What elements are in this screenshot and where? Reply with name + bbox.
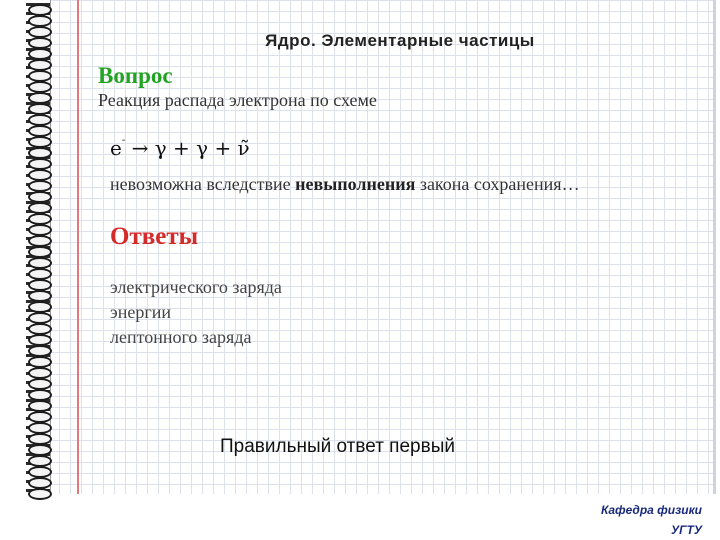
margin-line [77, 0, 79, 494]
department-name: Кафедра физики [600, 503, 702, 517]
question-text: Реакция распада электрона по схеме [98, 90, 377, 110]
question-condition [110, 174, 580, 195]
answer-option[interactable]: электрического заряда [110, 277, 282, 297]
condition-before: невозможна вследствие [110, 174, 296, 194]
formula-particle: e [110, 136, 122, 160]
answer-option[interactable]: энергии [110, 302, 171, 322]
question-heading: Вопрос [98, 63, 173, 88]
condition-after: закона сохранения… [415, 174, 580, 194]
spiral-binding [26, 0, 51, 494]
condition-emphasis: невыполнения [295, 174, 416, 194]
formula-charge: - [121, 135, 126, 147]
university-name: УГТУ [671, 523, 702, 537]
formula-products: → γ + γ + ν̃ [131, 136, 250, 160]
department-footer [601, 500, 702, 540]
answers-list [110, 276, 282, 351]
answers-heading: Ответы [110, 223, 199, 250]
spiral-coil [28, 488, 52, 500]
answer-option[interactable]: лептонного заряда [110, 327, 252, 347]
correct-answer-text: Правильный ответ первый [220, 436, 455, 457]
slide-title: Ядро. Элементарные частицы [265, 31, 535, 50]
decay-formula [110, 136, 250, 160]
